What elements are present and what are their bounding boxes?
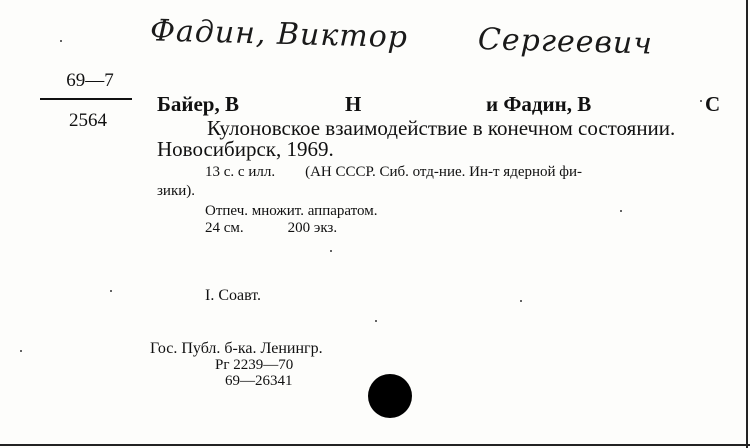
title: Кулоновское взаимодействие в конечном состоянии. [207, 116, 676, 140]
series-statement: (АН СССР. Сиб. отд-ние. Ин-т ядерной фи- [305, 164, 583, 180]
shelfmark-bottom: 2564 [69, 110, 107, 131]
shelfmark [40, 70, 132, 132]
speck [330, 250, 332, 252]
tracing: I. Соавт. [205, 287, 262, 304]
shelfmark-top: 69—7 [66, 70, 114, 91]
author-2-initial: С [705, 92, 721, 116]
collation-line [205, 164, 582, 181]
library-code-1: Рг 2239—70 [215, 357, 294, 373]
punch-hole [368, 374, 412, 418]
card-edge-bottom [0, 444, 750, 446]
imprint: Новосибирск, 1969. [157, 137, 334, 161]
author-1-initial: Н [345, 92, 362, 116]
collation-pages: 13 с. с илл. [205, 164, 276, 180]
card-edge-right [746, 0, 748, 448]
edition-note: 200 экз. [287, 220, 338, 236]
speck [20, 350, 22, 352]
handwritten-patronymic: Сергеевич [477, 22, 654, 62]
library-code-2: 69—26341 [225, 373, 293, 389]
printing-note: Отпеч. множит. аппаратом. [205, 203, 378, 219]
size-note: 24 см. [205, 220, 244, 236]
shelfmark-rule [40, 98, 132, 100]
speck [60, 40, 62, 42]
library-name: Гос. Публ. б-ка. Ленингр. [150, 340, 323, 357]
speck [375, 320, 377, 322]
speck [110, 290, 112, 292]
series-continuation: зики). [157, 183, 196, 199]
authors-heading [157, 92, 730, 117]
size-edition-line [205, 220, 337, 237]
handwritten-heading [150, 13, 654, 61]
speck [520, 300, 522, 302]
author-2: и Фадин, В [486, 92, 592, 116]
speck [620, 210, 622, 212]
author-1: Байер, В [157, 92, 239, 116]
handwritten-name: Фадин, Виктор [149, 13, 409, 56]
speck [700, 100, 702, 102]
